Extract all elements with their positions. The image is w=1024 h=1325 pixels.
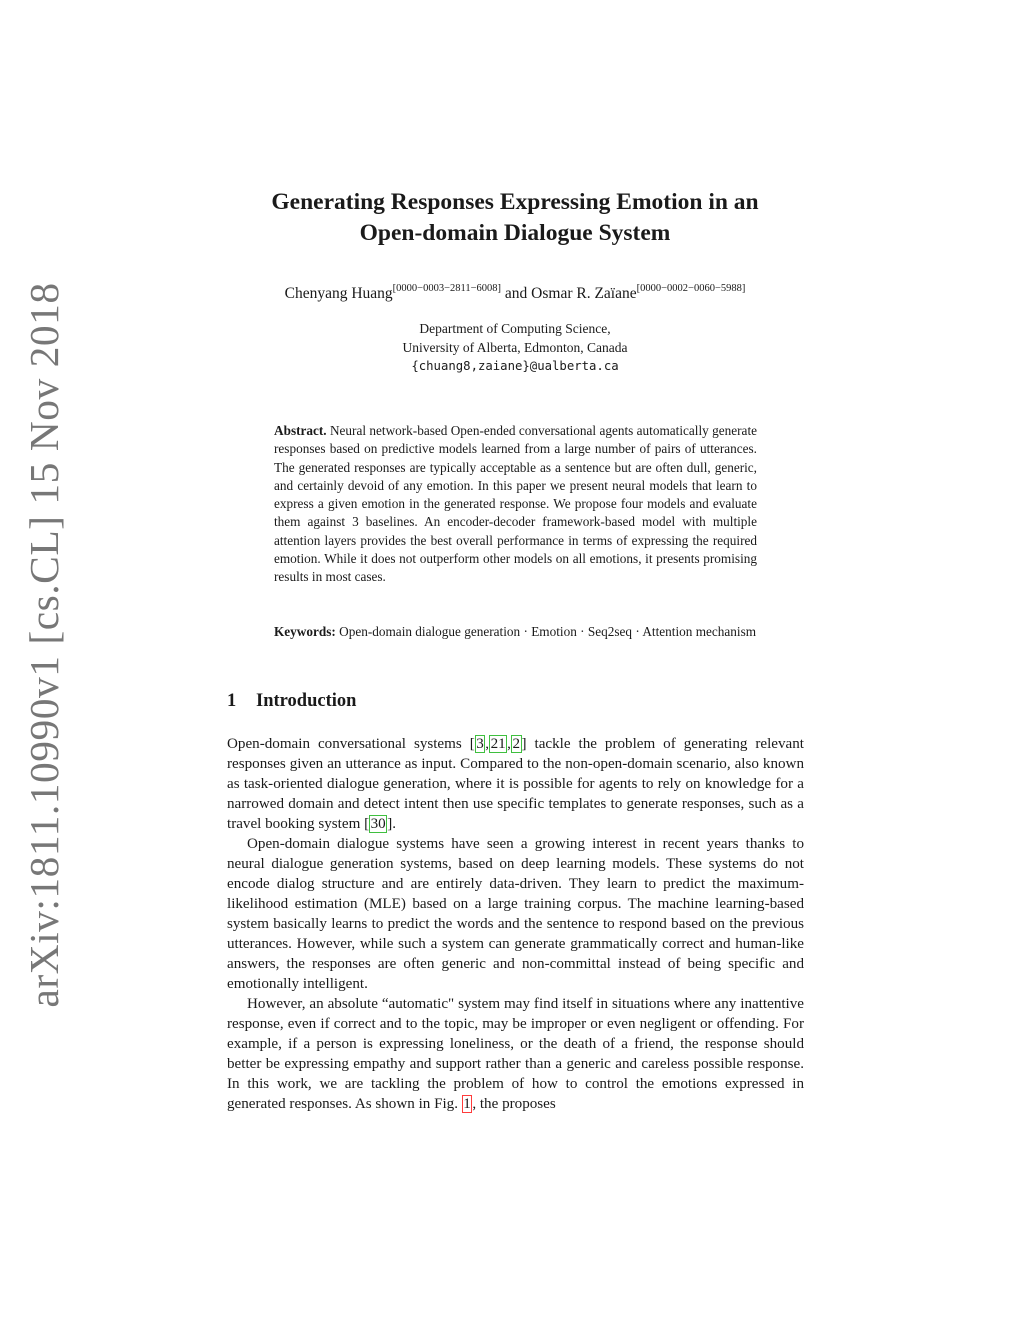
arxiv-identifier: arXiv:1811.10990v1 [cs.CL] 15 Nov 2018 (21, 282, 67, 1008)
abstract-text: Neural network-based Open-ended conversational agents automatically generate responses based on predictive models learned from a large number of pairs of utterances. The generated responses are typically acceptable as a sentence but are often dull, generic, and certainly devoid of any emotion. In this paper we present neural models that learn to express a given emotion in the generated response. We propose four models and evaluate them against 3 baselines. An encoder-decoder framework-based model with multiple attention layers provides the best overall performance in terms of expressing the required emotion. While it does not outperform other models on all emotions, it presents promising results in most cases. (274, 423, 758, 585)
paragraph-text: ]. (387, 816, 397, 832)
author-1-orcid[interactable]: [0000−0003−2811−6008] (392, 283, 502, 294)
paragraph: Open-domain conversational systems [3,21,2] tackle the problem of generating relevant responses given an utterance as input. Compared to the non-open-domain scenario, also known as task-oriented dialogue generation, where it is possible for agents to rely on knowledge for a narrowed domain and detect intent then use specific templates to generate responses, such as a travel booking system [30]. (227, 736, 804, 832)
author-connector: and (501, 285, 532, 302)
affiliation (0, 319, 1024, 376)
introduction-body (227, 734, 804, 1114)
citation-link[interactable]: 30 (370, 816, 386, 832)
author-2-orcid[interactable]: [0000−0002−0060−5988] (636, 283, 746, 294)
citation-link[interactable]: 3 (476, 736, 484, 752)
citation-link[interactable]: 21 (490, 736, 506, 752)
figure-reference-link[interactable]: 1 (463, 1096, 471, 1112)
author-2-name: Osmar R. Zaïane (531, 285, 637, 302)
paragraph (227, 994, 804, 1114)
title-line-2: Open-domain Dialogue System (359, 220, 671, 246)
paragraph-text: However, an absolute “automatic" system may find itself in situations where any inattentive response, even if correct and to the topic, may be improper or even negligent or offending. For example, if a person is expressing loneliness, or the death of a friend, the response should better be expressing empathy and support rather than a generic and careless possible response. In this work, we are tackling the problem of how to control the emotions expressed in generated responses. As shown in Fig. (227, 996, 804, 1112)
affiliation-university: University of Alberta, Edmonton, Canada (402, 340, 628, 355)
abstract-label: Abstract. (274, 423, 327, 438)
paragraph-text: ] tackle the problem of generating relevant responses given an utterance as input. Compared to the non-open-domain scenario, also known as task-oriented dialogue generation, where it is possible for agents to rely on knowledge for a narrowed domain and detect intent then use specific templates to generate responses, such as a travel booking system [ (227, 736, 804, 832)
keywords-label: Keywords: (274, 624, 336, 639)
author-list (0, 283, 1024, 303)
section-title: Introduction (256, 691, 357, 711)
paragraph: Open-domain dialogue systems have seen a growing interest in recent years thanks to neural dialogue generation systems, based on deep learning models. These systems do not encode dialog structure and are entirely data-driven. They learn to predict the maximum-likelihood estimation (MLE) based on a large training corpus. The machine learning-based system basically learns to predict the words and the sentence to respond based on the previous utterances. However, while such a system can generate grammatically correct and human-like answers, the responses are often generic and non-committal instead of being specific and emotionally intelligent. (227, 836, 804, 992)
keywords-text: Open-domain dialogue generation · Emotion · Seq2seq · Attention mechanism (339, 624, 757, 639)
citation-link[interactable]: 2 (512, 736, 520, 752)
section-heading (227, 691, 356, 712)
keywords (274, 623, 757, 641)
paragraph-text: Open-domain conversational systems [ (227, 736, 475, 752)
paragraph-text: , the proposes (472, 1096, 556, 1112)
affiliation-email[interactable]: {chuang8,zaiane}@ualberta.ca (411, 359, 619, 373)
title-line-1: Generating Responses Expressing Emotion in an (271, 189, 759, 215)
affiliation-department: Department of Computing Science, (419, 321, 611, 336)
abstract (274, 422, 757, 587)
section-number: 1 (227, 691, 237, 711)
author-1-name: Chenyang Huang (284, 285, 393, 302)
paper-title (0, 187, 1024, 249)
